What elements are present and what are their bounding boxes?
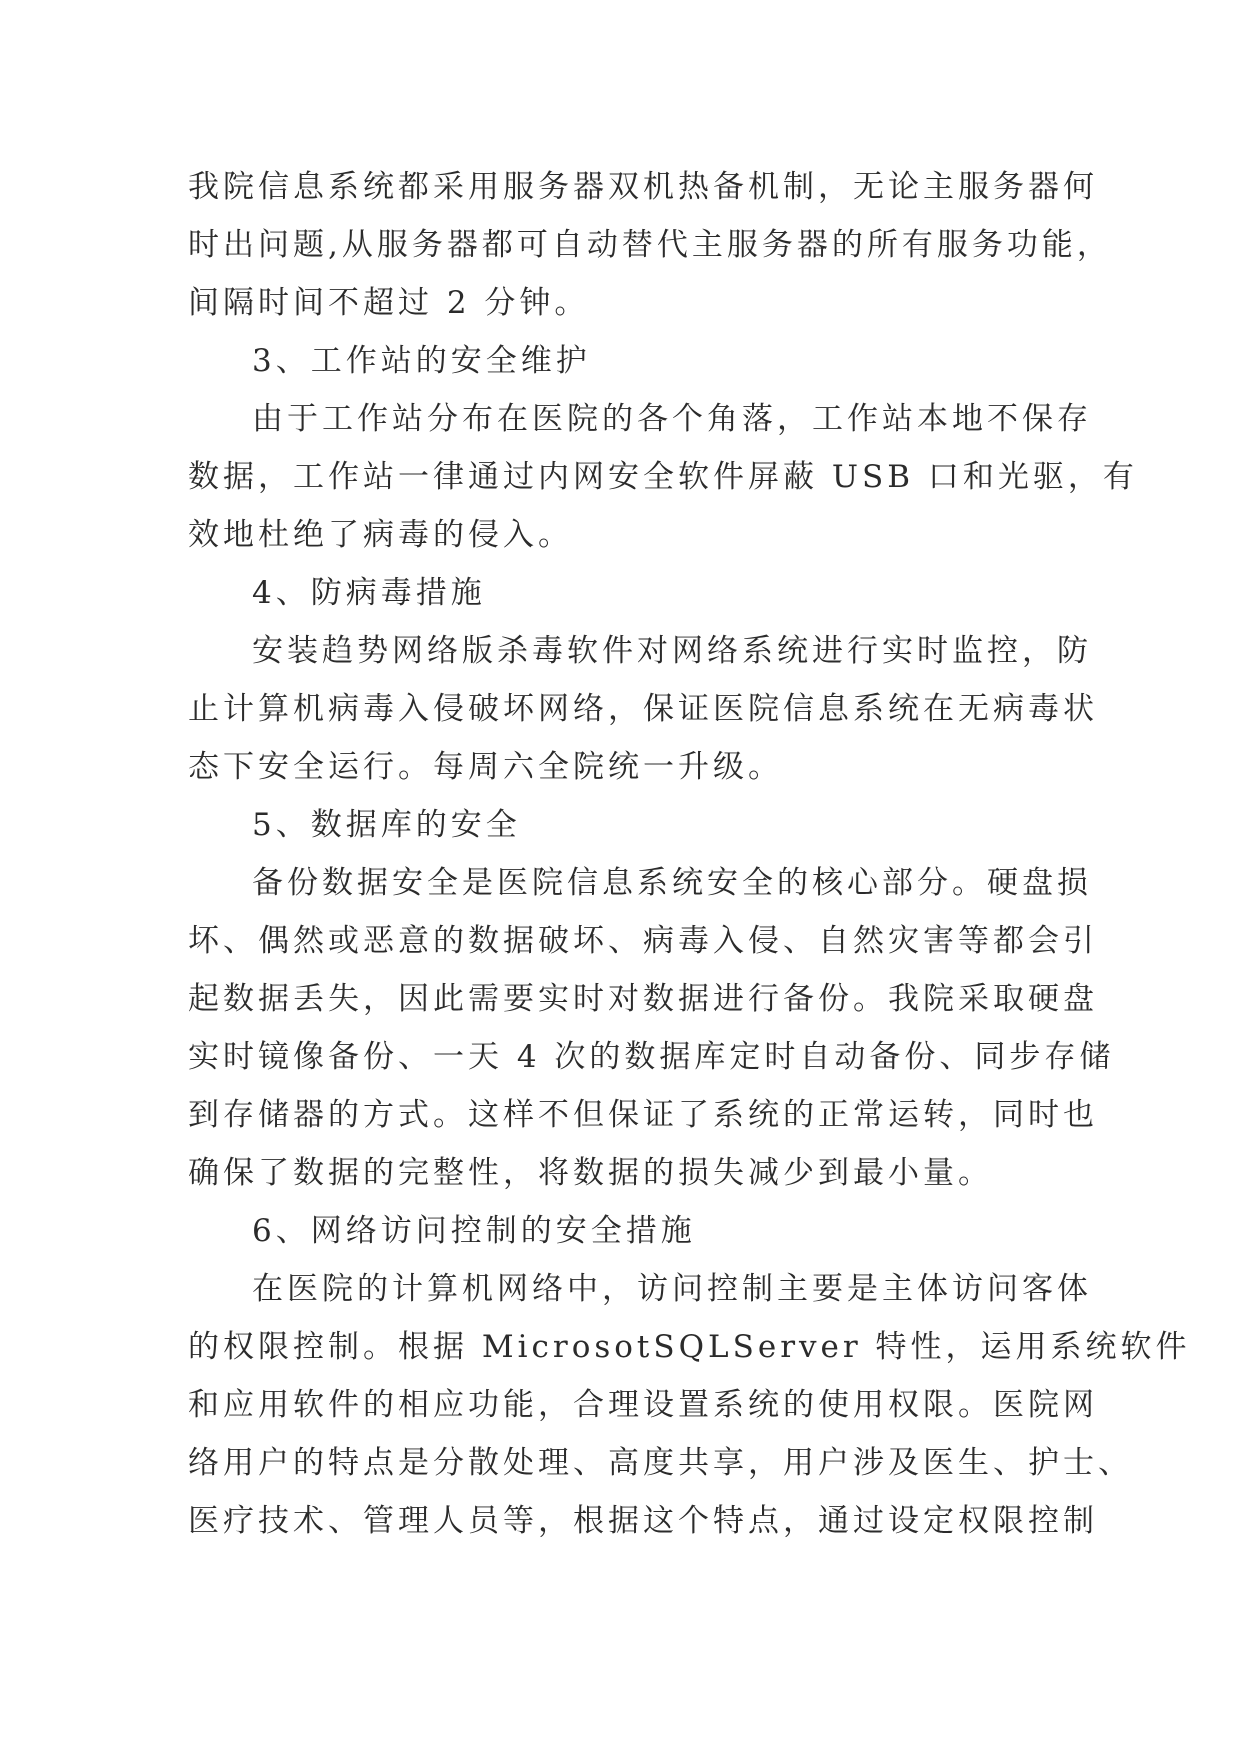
text-line: 坏、偶然或恶意的数据破坏、病毒入侵、自然灾害等都会引	[188, 923, 1098, 959]
text-line: 在医院的计算机网络中，访问控制主要是主体访问客体	[252, 1271, 1092, 1307]
section-heading-6: 6、网络访问控制的安全措施	[252, 1213, 696, 1249]
text-line: 备份数据安全是医院信息系统安全的核心部分。硬盘损	[252, 865, 1092, 901]
body-text	[188, 158, 1191, 1550]
text-line: 起数据丢失，因此需要实时对数据进行备份。我院采取硬盘	[188, 981, 1098, 1017]
text-line: 实时镜像备份、一天 4 次的数据库定时自动备份、同步存储	[188, 1039, 1115, 1075]
section-heading-4: 4、防病毒措施	[252, 575, 486, 611]
text-line: 医疗技术、管理人员等，根据这个特点，通过设定权限控制	[188, 1503, 1098, 1539]
section-heading-3: 3、工作站的安全维护	[252, 343, 591, 379]
text-line: 止计算机病毒入侵破坏网络，保证医院信息系统在无病毒状	[188, 691, 1098, 727]
text-line: 安装趋势网络版杀毒软件对网络系统进行实时监控，防	[252, 633, 1092, 669]
text-line: 间隔时间不超过 2 分钟。	[188, 285, 590, 321]
text-line: 数据，工作站一律通过内网安全软件屏蔽 USB 口和光驱，有	[188, 459, 1138, 495]
text-line: 的权限控制。根据 MicrosotSQLServer 特性，运用系统软件	[188, 1329, 1191, 1365]
text-line: 确保了数据的完整性，将数据的损失减少到最小量。	[188, 1155, 993, 1191]
text-line: 由于工作站分布在医院的各个角落，工作站本地不保存	[252, 401, 1092, 437]
text-line: 时出问题,从服务器都可自动替代主服务器的所有服务功能，	[188, 227, 1112, 263]
text-line: 态下安全运行。每周六全院统一升级。	[188, 749, 783, 785]
text-line: 和应用软件的相应功能，合理设置系统的使用权限。医院网	[188, 1387, 1098, 1423]
section-heading-5: 5、数据库的安全	[252, 807, 521, 843]
text-line: 络用户的特点是分散处理、高度共享，用户涉及医生、护士、	[188, 1445, 1133, 1481]
text-line: 我院信息系统都采用服务器双机热备机制，无论主服务器何	[188, 169, 1098, 205]
text-line: 效地杜绝了病毒的侵入。	[188, 517, 573, 553]
text-line: 到存储器的方式。这样不但保证了系统的正常运转，同时也	[188, 1097, 1098, 1133]
